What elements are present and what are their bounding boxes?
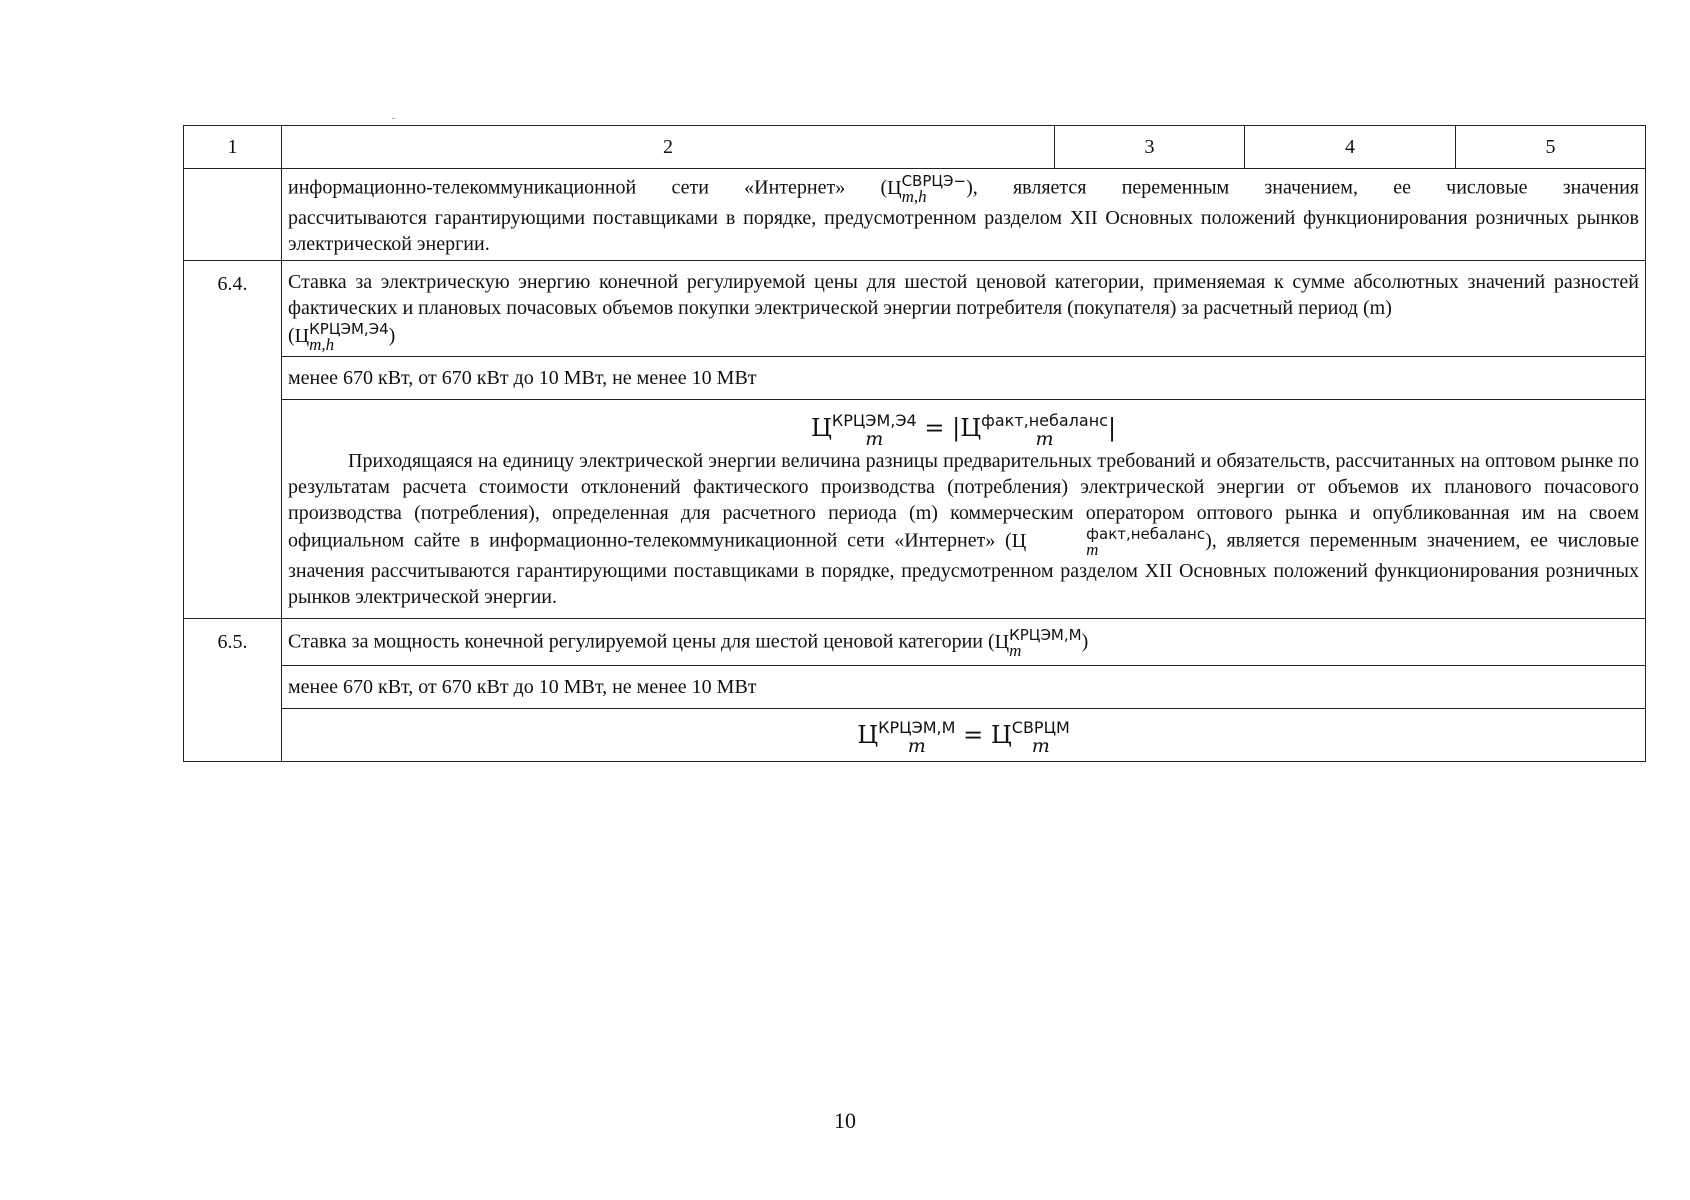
table-row-6-4-power: [184, 357, 1646, 400]
table-row-6-5: [184, 619, 1646, 666]
page-number: 10: [834, 1108, 856, 1133]
symbol-krcem-m: Ц КРЦЭМ,М m: [994, 626, 1082, 660]
table-row-6-4: [184, 261, 1646, 357]
continuation-text-cell: [282, 169, 1646, 261]
tariff-table: [183, 125, 1646, 762]
table-row-6-4-formula: [184, 400, 1646, 619]
table-header-row: [184, 126, 1646, 169]
description-6-5: Ставка за мощность конечной регулируемой цены для шестой ценовой категории (Ц КРЦЭМ,М m ): [282, 619, 1646, 666]
power-ranges-6-4: менее 670 кВт, от 670 кВт до 10 МВт, не менее 10 МВт: [282, 357, 1646, 400]
row-number-cell: [184, 169, 282, 261]
power-ranges-6-5: менее 670 кВт, от 670 кВт до 10 МВт, не менее 10 МВт: [282, 666, 1646, 709]
symbol-fact-nebalans: Ц факт,небаланс m: [1011, 525, 1206, 559]
header-col-3: 3: [1055, 126, 1245, 169]
table-row-continuation: [184, 169, 1646, 261]
symbol-line-6-4: (Ц КРЦЭМ,Э4 m,h ): [288, 320, 396, 354]
scan-speck: [392, 118, 395, 119]
formula-6-4: Ц КРЦЭМ,Э4 m = |Ц факт,небаланс m |: [810, 410, 1117, 450]
formula-cell-6-5: [282, 709, 1646, 762]
continuation-line-rest: рассчитываются гарантирующими поставщиками в порядке, предусмотренном разделом XII Основных положений функционирования розничных рынков электрической энергии.: [288, 207, 1639, 255]
explanation-6-4: Приходящаяся на единицу электрической энергии величина разницы предварительных требований и обязательств, рассчитанных на оптовом рынке по результатам расчета стоимости отклонений фактического производства (потребления) электрической энергии от объемов их планового почасового производства (потребления), определенная для расчетного периода (m) коммерческим оператором оптового рынка и опубликованная им на своем официальном сайте в информационно-телекоммуникационной сети «Интернет» (Ц факт,небаланс m ), является переменным значением, ее числовые значения рассчитываются гарантирующими поставщиками в порядке, предусмотренном разделом XII Основных положений функционирования розничных рынков электрической энергии.: [288, 450, 1639, 608]
row-number-6-4: 6.4.: [184, 261, 282, 619]
header-col-2: 2: [282, 126, 1055, 169]
row-number-6-5: 6.5.: [184, 619, 282, 762]
formula-cell-6-4: [282, 400, 1646, 619]
symbol-svrce: Ц СВРЦЭ− m,h: [887, 172, 967, 206]
header-col-5: 5: [1456, 126, 1646, 169]
table-row-6-5-formula: [184, 709, 1646, 762]
header-col-1: 1: [184, 126, 282, 169]
symbol-krcem-e4: Ц КРЦЭМ,Э4 m,h: [294, 320, 389, 354]
table-row-6-5-power: [184, 666, 1646, 709]
description-6-4: Ставка за электрическую энергию конечной регулируемой цены для шестой ценовой категории, применяемая к сумме абсолютных значений разностей фактических и плановых почасовых объемов покупки электрической энергии потребителя (покупателя) за расчетный период (m) (Ц КРЦЭМ,Э4 m,h ): [282, 261, 1646, 357]
continuation-line-1: информационно-телекоммуникационной сети «Интернет» (Ц СВРЦЭ− m,h ), является переменным значением, ее числовые значения: [288, 172, 1639, 206]
header-col-4: 4: [1245, 126, 1456, 169]
formula-6-5: Ц КРЦЭМ,М m = Ц СВРЦМ m: [857, 717, 1070, 757]
